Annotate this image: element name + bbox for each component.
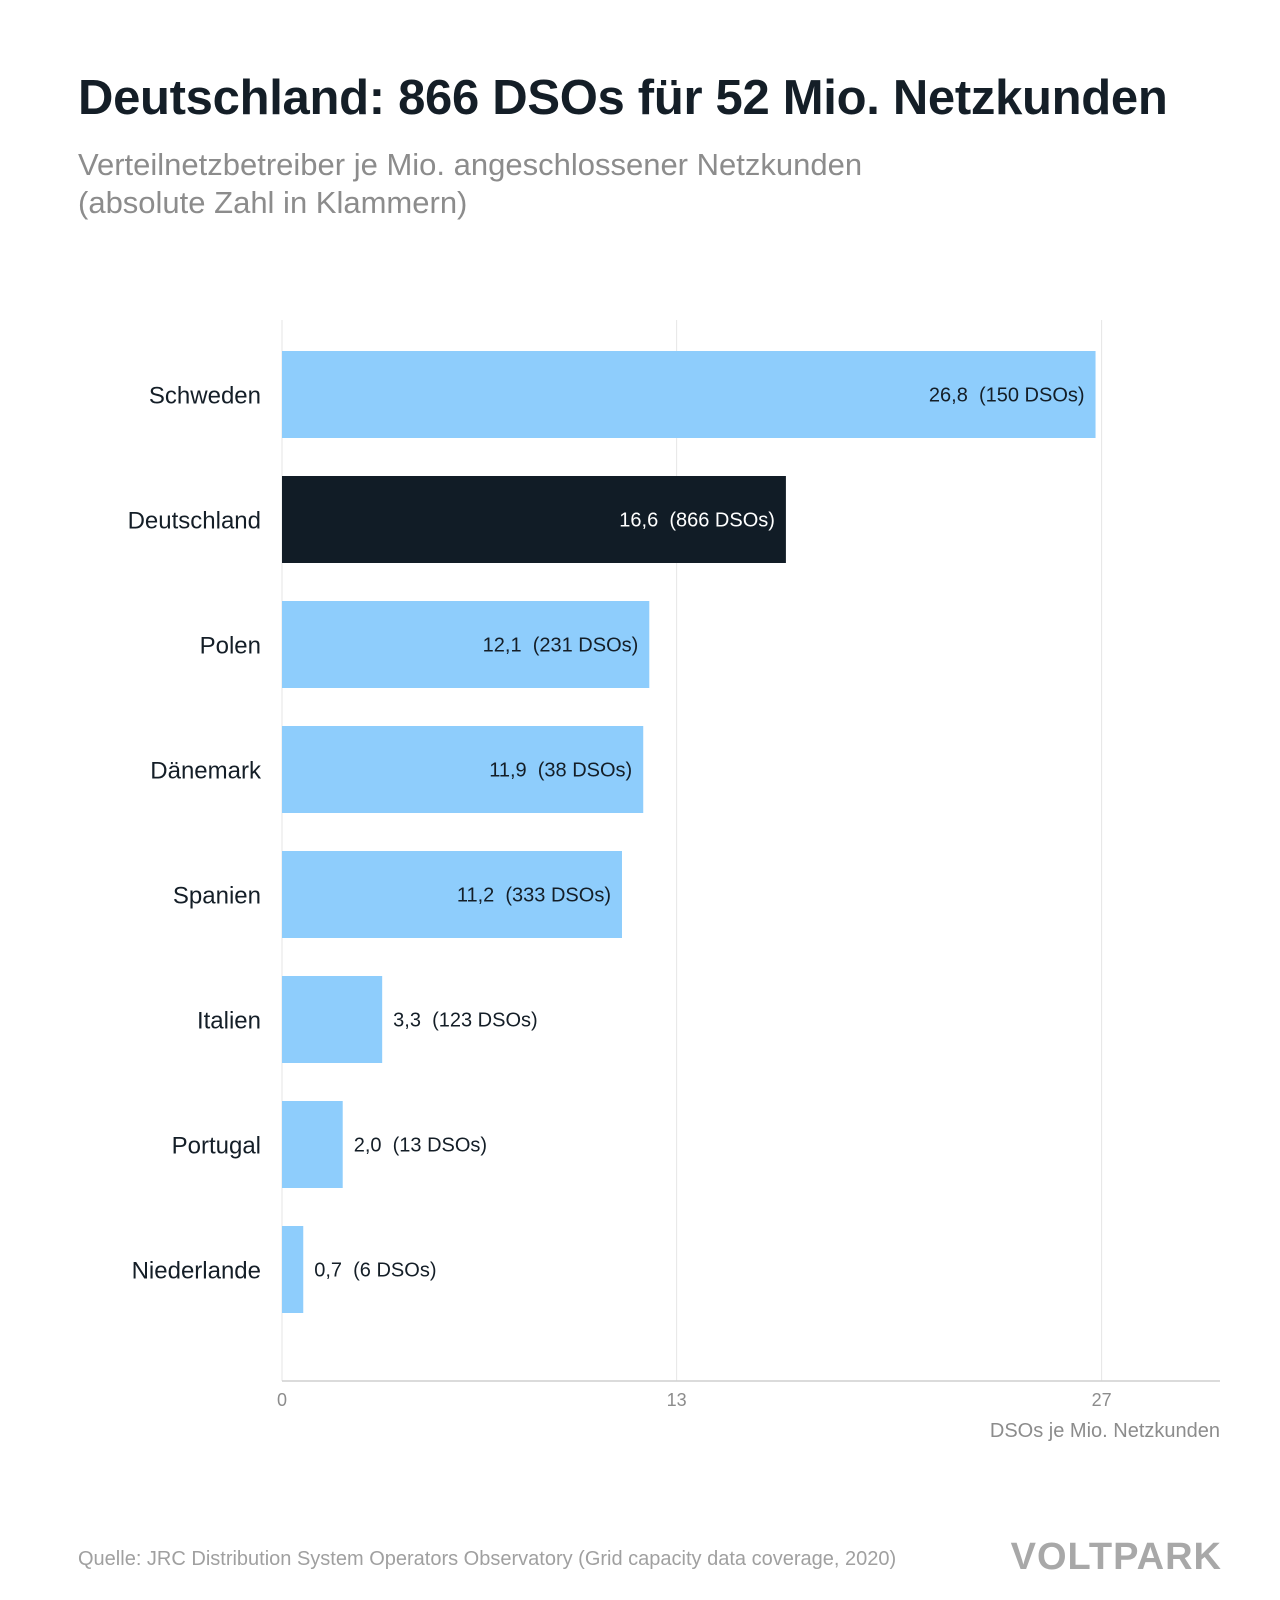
value-label-5: 3,3 (123 DSOs)	[393, 1009, 538, 1032]
category-label-0: Schweden	[148, 382, 261, 410]
value-label-6: 2,0 (13 DSOs)	[353, 1134, 488, 1157]
category-label-1: Deutschland	[127, 507, 261, 535]
x-tick-label-2: 27	[1091, 1390, 1112, 1410]
x-tick-label-0: 0	[276, 1390, 288, 1410]
value-label-0: 26,8 (150 DSOs)	[928, 384, 1085, 407]
category-label-3: Dänemark	[150, 757, 261, 785]
bar-7	[282, 1226, 303, 1313]
bar-5	[282, 976, 382, 1063]
subtitle-line-2: (absolute Zahl in Klammern)	[78, 185, 468, 220]
category-label-4: Spanien	[172, 882, 261, 910]
category-label-7: Niederlande	[131, 1257, 261, 1285]
brand-logo: VOLTPARK	[1010, 1536, 1222, 1578]
subtitle-line-1: Verteilnetzbetreiber je Mio. angeschlossener Netzkunden	[78, 147, 863, 182]
value-label-1: 16,6 (866 DSOs)	[619, 509, 775, 532]
chart-title: Deutschland: 866 DSOs für 52 Mio. Netzkunden	[78, 71, 1168, 125]
category-label-5: Italien	[196, 1007, 261, 1035]
bar-6	[282, 1101, 343, 1188]
x-tick-label-1: 13	[666, 1390, 687, 1410]
chart-subtitle	[78, 146, 1078, 222]
value-label-2: 12,1 (231 DSOs)	[482, 634, 639, 657]
x-axis-title: DSOs je Mio. Netzkunden	[989, 1420, 1220, 1442]
value-label-4: 11,2 (333 DSOs)	[456, 884, 611, 907]
category-label-2: Polen	[199, 632, 261, 660]
category-label-6: Portugal	[171, 1132, 261, 1160]
value-label-3: 11,9 (38 DSOs)	[489, 759, 633, 782]
bar-chart	[0, 300, 1280, 1442]
value-label-7: 0,7 (6 DSOs)	[314, 1259, 437, 1282]
source-note: Quelle: JRC Distribution System Operators Observatory (Grid capacity data coverage, 2020)	[78, 1548, 897, 1570]
